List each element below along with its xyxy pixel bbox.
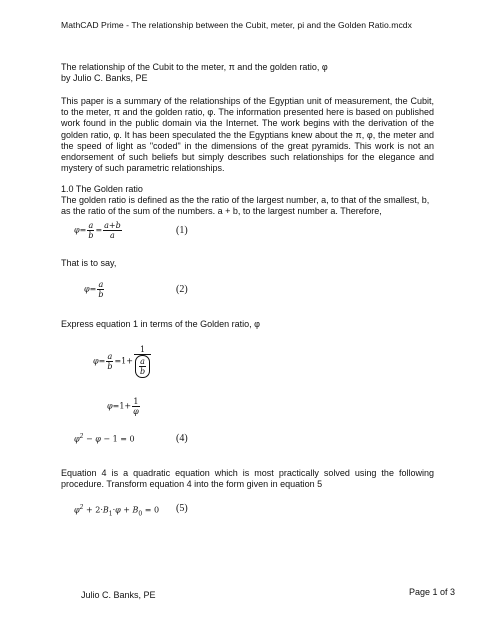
equation-3b: φ=1+ $\frac{1}{\varphi}$ (107, 397, 139, 416)
express-text: Express equation 1 in terms of the Golden ratio, φ (61, 319, 260, 329)
section-heading: 1.0 The Golden ratio (61, 184, 143, 194)
equation-2-number: (2) (176, 284, 188, 295)
intro-paragraph: This paper is a summary of the relationships of the Egyptian unit of measurement, the Cubit, to the meter, π and the golden ratio, φ. The information presented here is based on published work found in the public domain via the Internet. The work begins with the derivation of the golden ratio, φ. It has been speculated the the Egyptians knew about the π, φ, the meter and the speed of light as "coded" in the dimensions of the great pyramids. This work is not an endorsement of such beliefs but simply describes such relationships for the elegance and mystery of such parametric relationships. (61, 96, 434, 174)
equation-4-number: (4) (176, 433, 188, 444)
title-line: The relationship of the Cubit to the meter, π and the golden ratio, φ (61, 62, 328, 72)
that-is-text: That is to say, (61, 258, 117, 268)
page-number: Page 1 of 3 (408, 587, 455, 597)
equation-4: $\varphi^2 - \varphi - 1 = 0$ (74, 433, 135, 444)
equation-2: φ= $\frac{a}{b}$ (84, 280, 104, 299)
equation-1: φ= $\frac{a}{b}$ = $\frac{a+b}{a}$ (74, 221, 121, 240)
equation-4-paragraph: Equation 4 is a quadratic equation which is most practically solved using the following procedure. Transform equation 4 into the form given in equation 5 (61, 468, 434, 490)
document-header: MathCAD Prime - The relationship between the Cubit, meter, pi and the Golden Ratio.mcdx (61, 20, 412, 30)
equation-3a: φ= $\frac{a}{b}$ =1+ $\frac{1}{\frac{a}{b}}$ (93, 345, 152, 378)
equation-1-number: (1) (176, 225, 188, 236)
equation-5: $\varphi^2 + 2\cdot B_1\cdot\varphi + B_0 = 0$ (74, 504, 160, 518)
section-paragraph: The golden ratio is defined as the the ratio of the largest number, a, to that of the smallest, b, as the ratio of the sum of the numbers. a + b, to the largest number a. Therefore, (61, 195, 430, 217)
author-line: by Julio C. Banks, PE (61, 73, 148, 83)
equation-5-number: (5) (176, 503, 188, 514)
footer-author: Julio C. Banks, PE (81, 590, 156, 600)
